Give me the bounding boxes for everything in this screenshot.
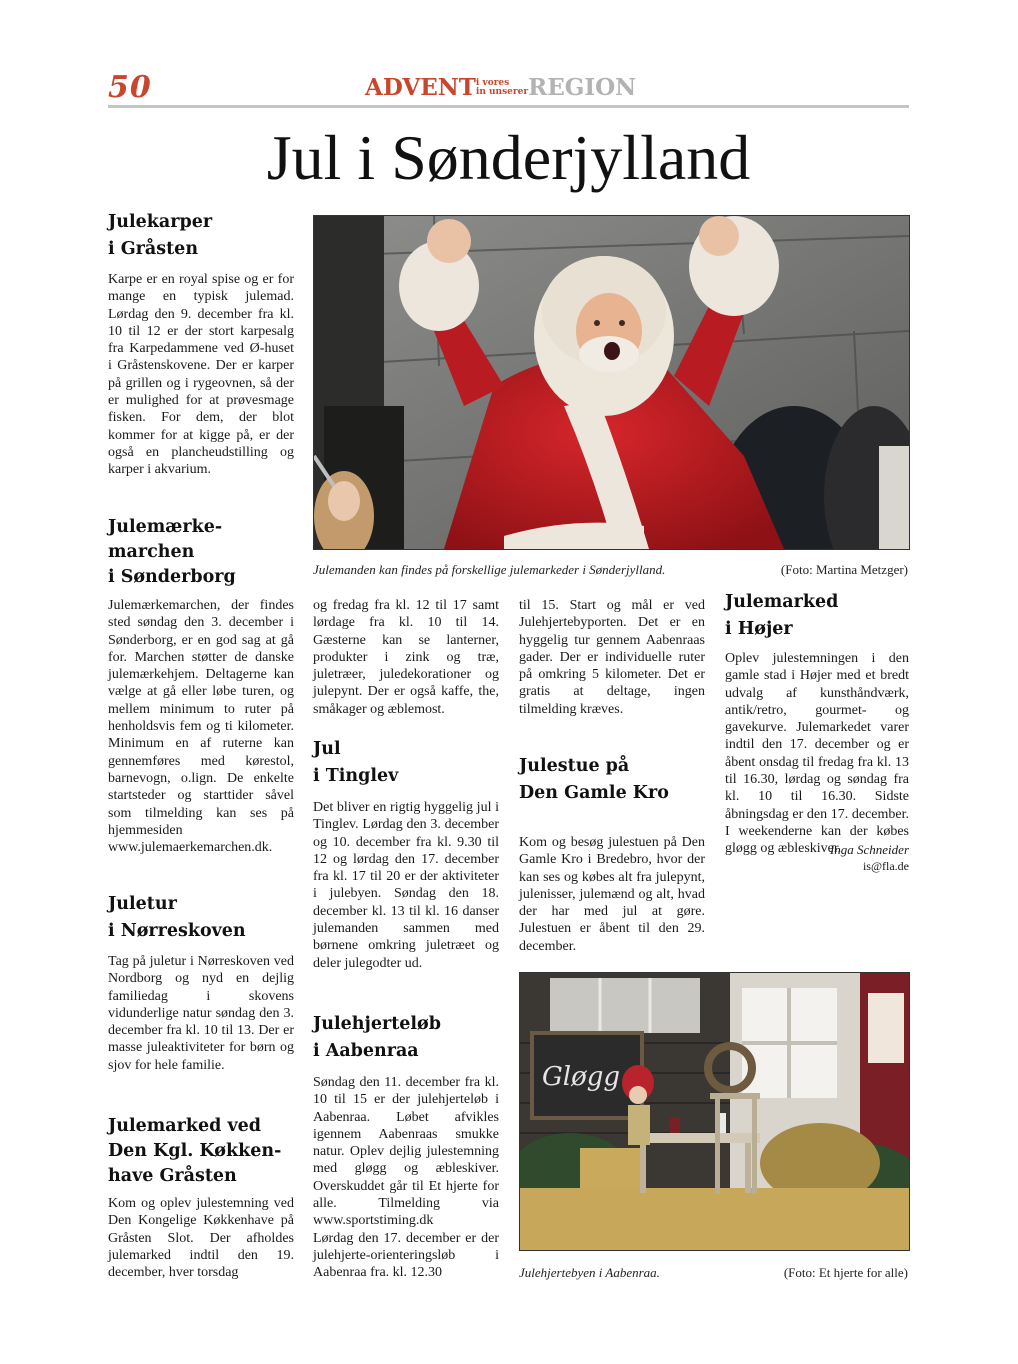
santa-photo <box>313 215 910 550</box>
photo1-credit: (Foto: Martina Metzger) <box>780 562 908 577</box>
article-title: marchen <box>108 542 195 562</box>
article-julemaerkemarchen <box>108 514 294 856</box>
article-title: Juletur <box>108 894 177 914</box>
article-body: Kom og oplev julestemning ved Den Kongelige Køkkenhave på Gråsten Slot. Der afholdes julemarked indtil den 19. december, hver torsdag <box>108 1196 294 1281</box>
julehjertebyen-photo <box>519 972 910 1251</box>
page-title: Jul i Sønderjylland <box>266 122 751 193</box>
article-title: have Gråsten <box>108 1166 237 1186</box>
article-title: Julemærke- <box>108 517 223 537</box>
section-subtitle <box>476 79 528 97</box>
article-jul-tinglev <box>313 736 499 972</box>
article-title: Julekarper <box>108 212 213 232</box>
article-title: Den Kgl. Køkken- <box>108 1141 282 1161</box>
article-title: Julemarked <box>725 592 839 612</box>
article-body: og fredag fra kl. 12 til 17 samt lørdage fra kl. 10 til 14. Gæsterne kan se lanterner, produkter i zink og træ, juletræer, juledekorationer og julepynt. Der er også kaffe, the, småkager og æblemost. <box>313 598 499 717</box>
article-body: Det bliver en rigtig hyggelig jul i Tinglev. Lørdag den 3. december og 10. december fra kl. 9.30 til 12 og lørdag den 17. december fra kl. 17 til 20 er der aktiviteter i julebyen. Søndag den 18. december kl. 13 til kl. 16 danser julemanden sammen med børnene omkring juletræet og deler julegodter ud. <box>313 800 499 971</box>
article-body: Julemærkemarchen, der findes sted søndag den 3. december i Sønderborg, er en god sag at gå for. Marchen støtter de danske julemærkehjem. Deltagerne kan vælge at gå eller løbe turen, og mellem minimum to ruter på henholdsvis fem og ti kilometer. Minimum en af ruterne kan gennemføres med kørestol, barnevogn, o.lign. De enkelte startsteder og starttider såvel som tilmelding kan ses på hjemmesiden www.julemaerkemarchen.dk. <box>108 598 294 856</box>
article-author: Inga Schneider <box>829 841 909 857</box>
header-rule <box>108 105 909 108</box>
article-title: i Højer <box>725 619 793 639</box>
article-julekarper <box>108 209 294 479</box>
article-body: til 15. Start og mål er ved Julehjertebyporten. Det er en hyggelig tur gennem Aabenraas gader. Der er individuelle ruter på omkring 5 kilometer. Det er gratis at deltage, ingen tilmelding kræves. <box>519 598 705 717</box>
section-region: REGION <box>528 74 637 101</box>
article-title: Julestue på <box>519 756 630 776</box>
section-subtitle-bottom: in unserer <box>475 87 529 97</box>
article-title: Jul <box>313 739 341 759</box>
article-title: Julehjerteløb <box>313 1014 441 1034</box>
article-title: Den Gamle Kro <box>519 783 669 803</box>
article-julestue <box>519 753 705 955</box>
article-julemarked-kgl-cont <box>313 597 499 718</box>
article-title: i Nørreskoven <box>108 921 246 941</box>
gloegg-sign: Gløgg <box>542 1062 621 1092</box>
article-body: Oplev julestemningen i den gamle stad i Højer med et bredt udvalg af kunsthåndværk, antik/retro, gourmet- og gavekurve. Julemarkedet varer indtil den 17. december og er åbent onsdag til fredag fra kl. 13 til 16.30, lørdag og søndag fra kl. 10 til 16.30. Sidste åbningsdag er den 17. december. I weekenderne kan der købes gløgg og æbleskiver. <box>725 651 909 857</box>
julehjertebyen-illustration <box>520 973 909 1250</box>
article-title: Julemarked ved <box>108 1116 261 1136</box>
article-juletur <box>108 891 294 1074</box>
article-email: is@fla.de <box>862 858 909 873</box>
article-title: i Tinglev <box>313 766 399 786</box>
article-body: Karpe er en royal spise og er for mange en typisk julemad. Lørdag den 9. december fra kl. 10 til 12 er der stort karpesalg fra Karpedammene ved Ø-huset i Gråstenskovene. Der er karper på grillen og i rygeovnen, så der er mulighed for at prøvesmage fisken. For dem, der blot kommer for at kigge på, er der også en plancheudstilling og karper i akvarium. <box>108 272 294 478</box>
article-title: i Sønderborg <box>108 567 236 587</box>
article-julehjertelob-cont <box>519 597 705 718</box>
article-body: Søndag den 11. december fra kl. 10 til 15 er der julehjerteløb i Aabenraa. Løbet afvikles igennem Aabenraas smukke natur. Oplev dejlig julestemning med gløgg og æbleskiver. Overskuddet går til Et hjerte for alle. Tilmelding via www.sportstiming.dk Lørdag den 17. december er der julehjerte-orienteringsløb i Aabenraa fra. kl. 12.30 <box>313 1075 499 1281</box>
section-subtitle-top: i vores <box>475 78 510 88</box>
section-header <box>365 74 636 101</box>
page-number: 50 <box>108 70 152 105</box>
article-julemarked-kgl <box>108 1114 294 1281</box>
section-advent: ADVENT <box>365 74 476 101</box>
article-julehjertelob <box>313 1011 499 1282</box>
article-body: Tag på juletur i Nørreskoven ved Nordborg og nyd en dejlig familiedag i skovens vidunderlige natur søndag den 3. december fra kl. 10 til 13. Der er masse juleaktiviteter for børn og sjov for hele familie. <box>108 954 294 1073</box>
article-body: Kom og besøg julestuen på Den Gamle Kro i Bredebro, hvor der kan ses og købes alt fra julepynt, julenisser, julemænd og alt, hvad der har med jul at gøre. Julestuen er åbent til den 29. december. <box>519 835 705 954</box>
article-julemarked-hojer <box>725 589 909 875</box>
photo1-caption: Julemanden kan findes på forskellige julemarkeder i Sønderjylland. <box>313 562 666 577</box>
article-title: i Gråsten <box>108 239 199 259</box>
santa-illustration <box>314 216 909 549</box>
photo2-caption: Julehjertebyen i Aabenraa. <box>519 1265 660 1280</box>
photo2-credit: (Foto: Et hjerte for alle) <box>783 1265 908 1280</box>
article-title: i Aabenraa <box>313 1041 419 1061</box>
